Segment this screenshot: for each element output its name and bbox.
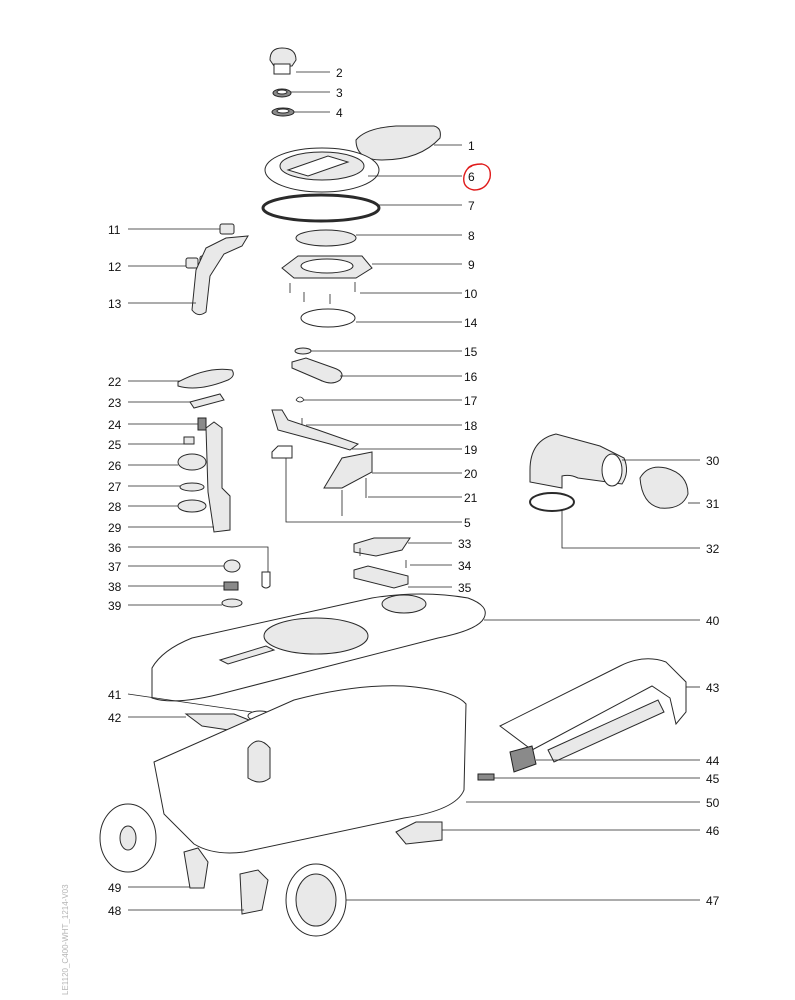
part-46-foot	[396, 822, 442, 844]
part-label-26: 26	[108, 459, 122, 473]
part-13-handle	[192, 236, 248, 315]
part-47-wheel-right	[286, 864, 346, 936]
part-27-washer	[180, 483, 204, 491]
part-6-lid	[265, 148, 379, 192]
part-label-38: 38	[108, 580, 122, 594]
part-29-handle	[206, 422, 230, 532]
part-44-latch	[510, 746, 536, 772]
part-label-2: 2	[336, 66, 343, 80]
part-label-19: 19	[464, 443, 478, 457]
part-label-34: 34	[458, 559, 472, 573]
part-label-23: 23	[108, 396, 122, 410]
part-label-30: 30	[706, 454, 720, 468]
part-label-6: 6	[468, 170, 475, 184]
part-wheel-left	[100, 804, 156, 872]
part-37-knob	[224, 560, 240, 572]
part-38-spring	[224, 582, 238, 590]
part-label-17: 17	[464, 394, 478, 408]
part-33-cover	[354, 538, 410, 556]
part-label-27: 27	[108, 480, 122, 494]
part-label-49: 49	[108, 881, 122, 895]
part-3-washer	[273, 89, 291, 97]
part-20-paddle	[324, 452, 372, 488]
part-label-46: 46	[706, 824, 720, 838]
part-24-spring	[198, 418, 206, 430]
part-label-25: 25	[108, 438, 122, 452]
part-26-cap	[178, 454, 206, 470]
part-label-43: 43	[706, 681, 720, 695]
part-14-disc	[301, 309, 355, 327]
part-label-10: 10	[464, 287, 478, 301]
part-45-spring	[478, 774, 494, 780]
part-label-28: 28	[108, 500, 122, 514]
part-label-22: 22	[108, 375, 122, 389]
part-35-frame	[354, 566, 408, 588]
part-label-20: 20	[464, 467, 478, 481]
part-2-knob	[270, 48, 296, 74]
part-1-cover-plate	[356, 126, 440, 160]
part-19-bracket	[272, 410, 358, 450]
drawing-code: LE1120_C400-WHT_1214-V03	[61, 884, 70, 995]
part-22-cover	[178, 369, 233, 388]
part-label-41: 41	[108, 688, 122, 702]
part-10-screws	[290, 282, 355, 304]
part-16-lever	[292, 358, 342, 383]
part-label-39: 39	[108, 599, 122, 613]
part-25-screw	[184, 437, 194, 444]
part-label-48: 48	[108, 904, 122, 918]
part-label-35: 35	[458, 581, 472, 595]
part-label-40: 40	[706, 614, 720, 628]
part-label-42: 42	[108, 711, 122, 725]
part-28-seal	[178, 500, 206, 512]
part-label-4: 4	[336, 106, 343, 120]
part-label-33: 33	[458, 537, 472, 551]
part-5-bracket	[272, 446, 292, 458]
part-23-bracket	[190, 394, 224, 408]
part-39-washer	[222, 599, 242, 607]
part-label-18: 18	[464, 419, 478, 433]
part-label-11: 11	[108, 223, 121, 237]
part-label-24: 24	[108, 418, 122, 432]
part-11-clip	[220, 224, 234, 234]
part-label-3: 3	[336, 86, 343, 100]
part-label-12: 12	[108, 260, 122, 274]
part-label-5: 5	[464, 516, 471, 530]
part-49-axle-clip	[184, 848, 208, 888]
part-label-16: 16	[464, 370, 478, 384]
part-label-36: 36	[108, 541, 122, 555]
part-label-9: 9	[468, 258, 475, 272]
part-label-8: 8	[468, 229, 475, 243]
part-label-31: 31	[706, 497, 720, 511]
part-4-ring	[272, 108, 294, 116]
part-label-29: 29	[108, 521, 122, 535]
part-32-o-ring	[530, 493, 574, 511]
part-7-seal-ring	[263, 195, 379, 221]
part-31-cap	[640, 467, 688, 508]
part-8-ring	[296, 230, 356, 246]
part-36-hook	[262, 572, 270, 588]
part-label-15: 15	[464, 345, 478, 359]
part-label-32: 32	[706, 542, 720, 556]
part-label-13: 13	[108, 297, 122, 311]
part-label-44: 44	[706, 754, 720, 768]
part-label-37: 37	[108, 560, 122, 574]
part-15-washer	[295, 348, 311, 354]
part-9-valve-frame	[282, 256, 372, 278]
part-label-7: 7	[468, 199, 475, 213]
part-48-axle-bracket	[240, 870, 268, 914]
part-label-1: 1	[468, 139, 475, 153]
part-label-45: 45	[706, 772, 720, 786]
part-label-47: 47	[706, 894, 720, 908]
part-label-21: 21	[464, 491, 478, 505]
part-17-clip	[296, 397, 304, 402]
part-label-50: 50	[706, 796, 720, 810]
part-label-14: 14	[464, 316, 478, 330]
